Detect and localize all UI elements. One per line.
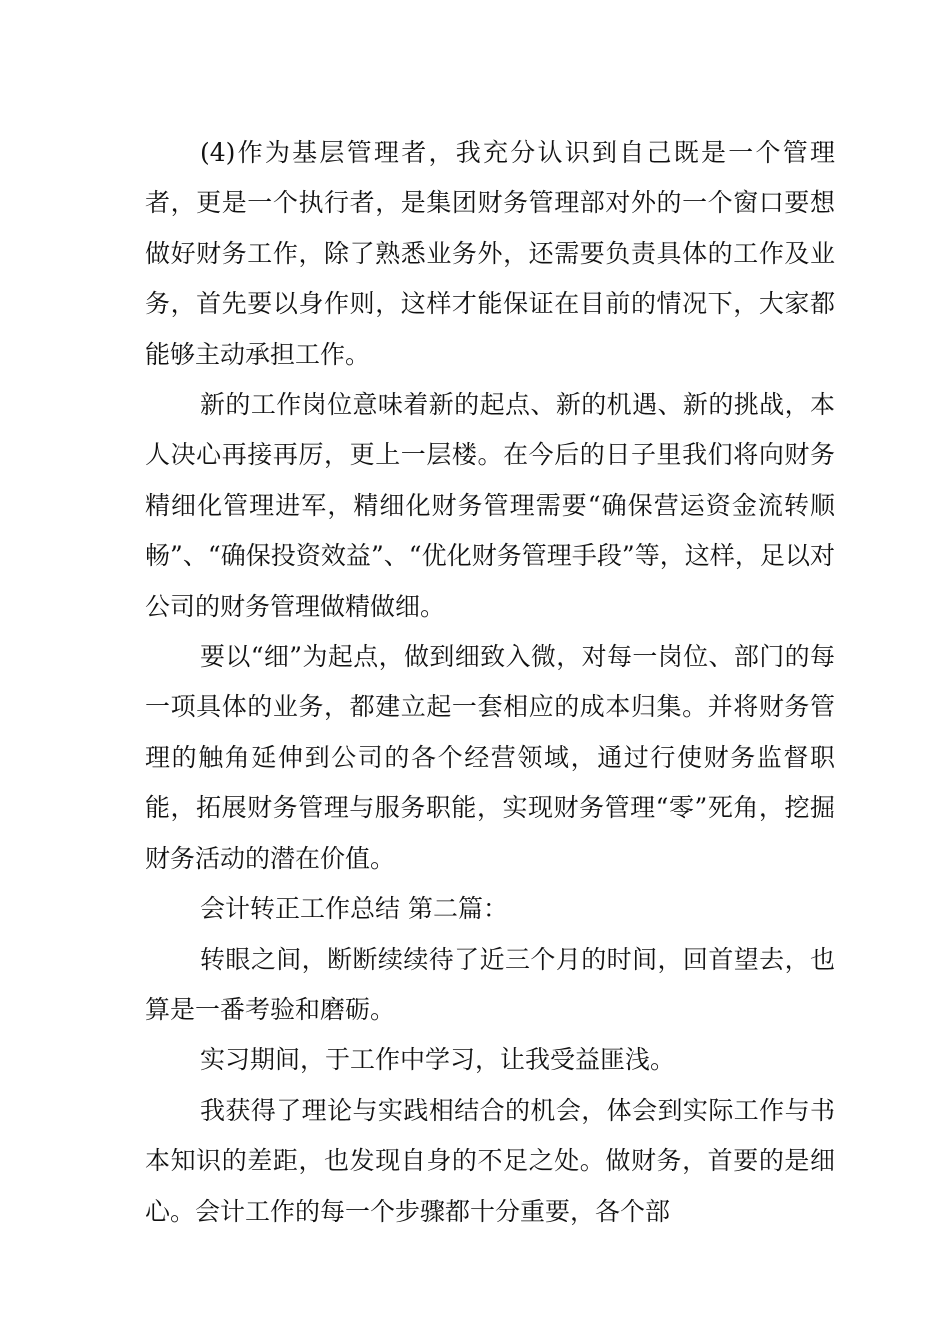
section-heading-part-two: 会计转正工作总结 第二篇： [200,894,508,924]
paragraph-detail-start: 要以“细”为起点，做到细致入微，对每一岗位、部门的每一项具体的业务，都建立起一套相应的成本归集。并将财务管理的触角延伸到公司的各个经营领域，通过行使财务监督职能，拓展财务管理与服务职能，实现财务管理“零”死角，挖掘财务活动的潜在价值。 [145,642,835,873]
paragraph-three-months: 转眼之间，断断续续待了近三个月的时间，回首望去，也算是一番考验和磨砺。 [145,944,835,1024]
paragraph-theory-practice: 我获得了理论与实践相结合的机会，体会到实际工作与书本知识的差距，也发现自身的不足之处。做财务，首要的是细心。会计工作的每一个步骤都十分重要，各个部 [145,1095,835,1226]
paragraph-manager-role: (4)作为基层管理者，我充分认识到自己既是一个管理者，更是一个执行者，是集团财务管理部对外的一个窗口要想做好财务工作，除了熟悉业务外，还需要负责具体的工作及业务，首先要以身作则，这样才能保证在目前的情况下，大家都能够主动承担工作。 [145,138,835,369]
document-body [145,128,835,1237]
paragraph-new-position: 新的工作岗位意味着新的起点、新的机遇、新的挑战，本人决心再接再厉，更上一层楼。在今后的日子里我们将向财务精细化管理进军，精细化财务管理需要“确保营运资金流转顺畅”、“确保投资效益”、“优化财务管理手段”等，这样，足以对公司的财务管理做精做细。 [145,390,835,621]
paragraph-internship: 实习期间，于工作中学习，让我受益匪浅。 [200,1045,676,1075]
